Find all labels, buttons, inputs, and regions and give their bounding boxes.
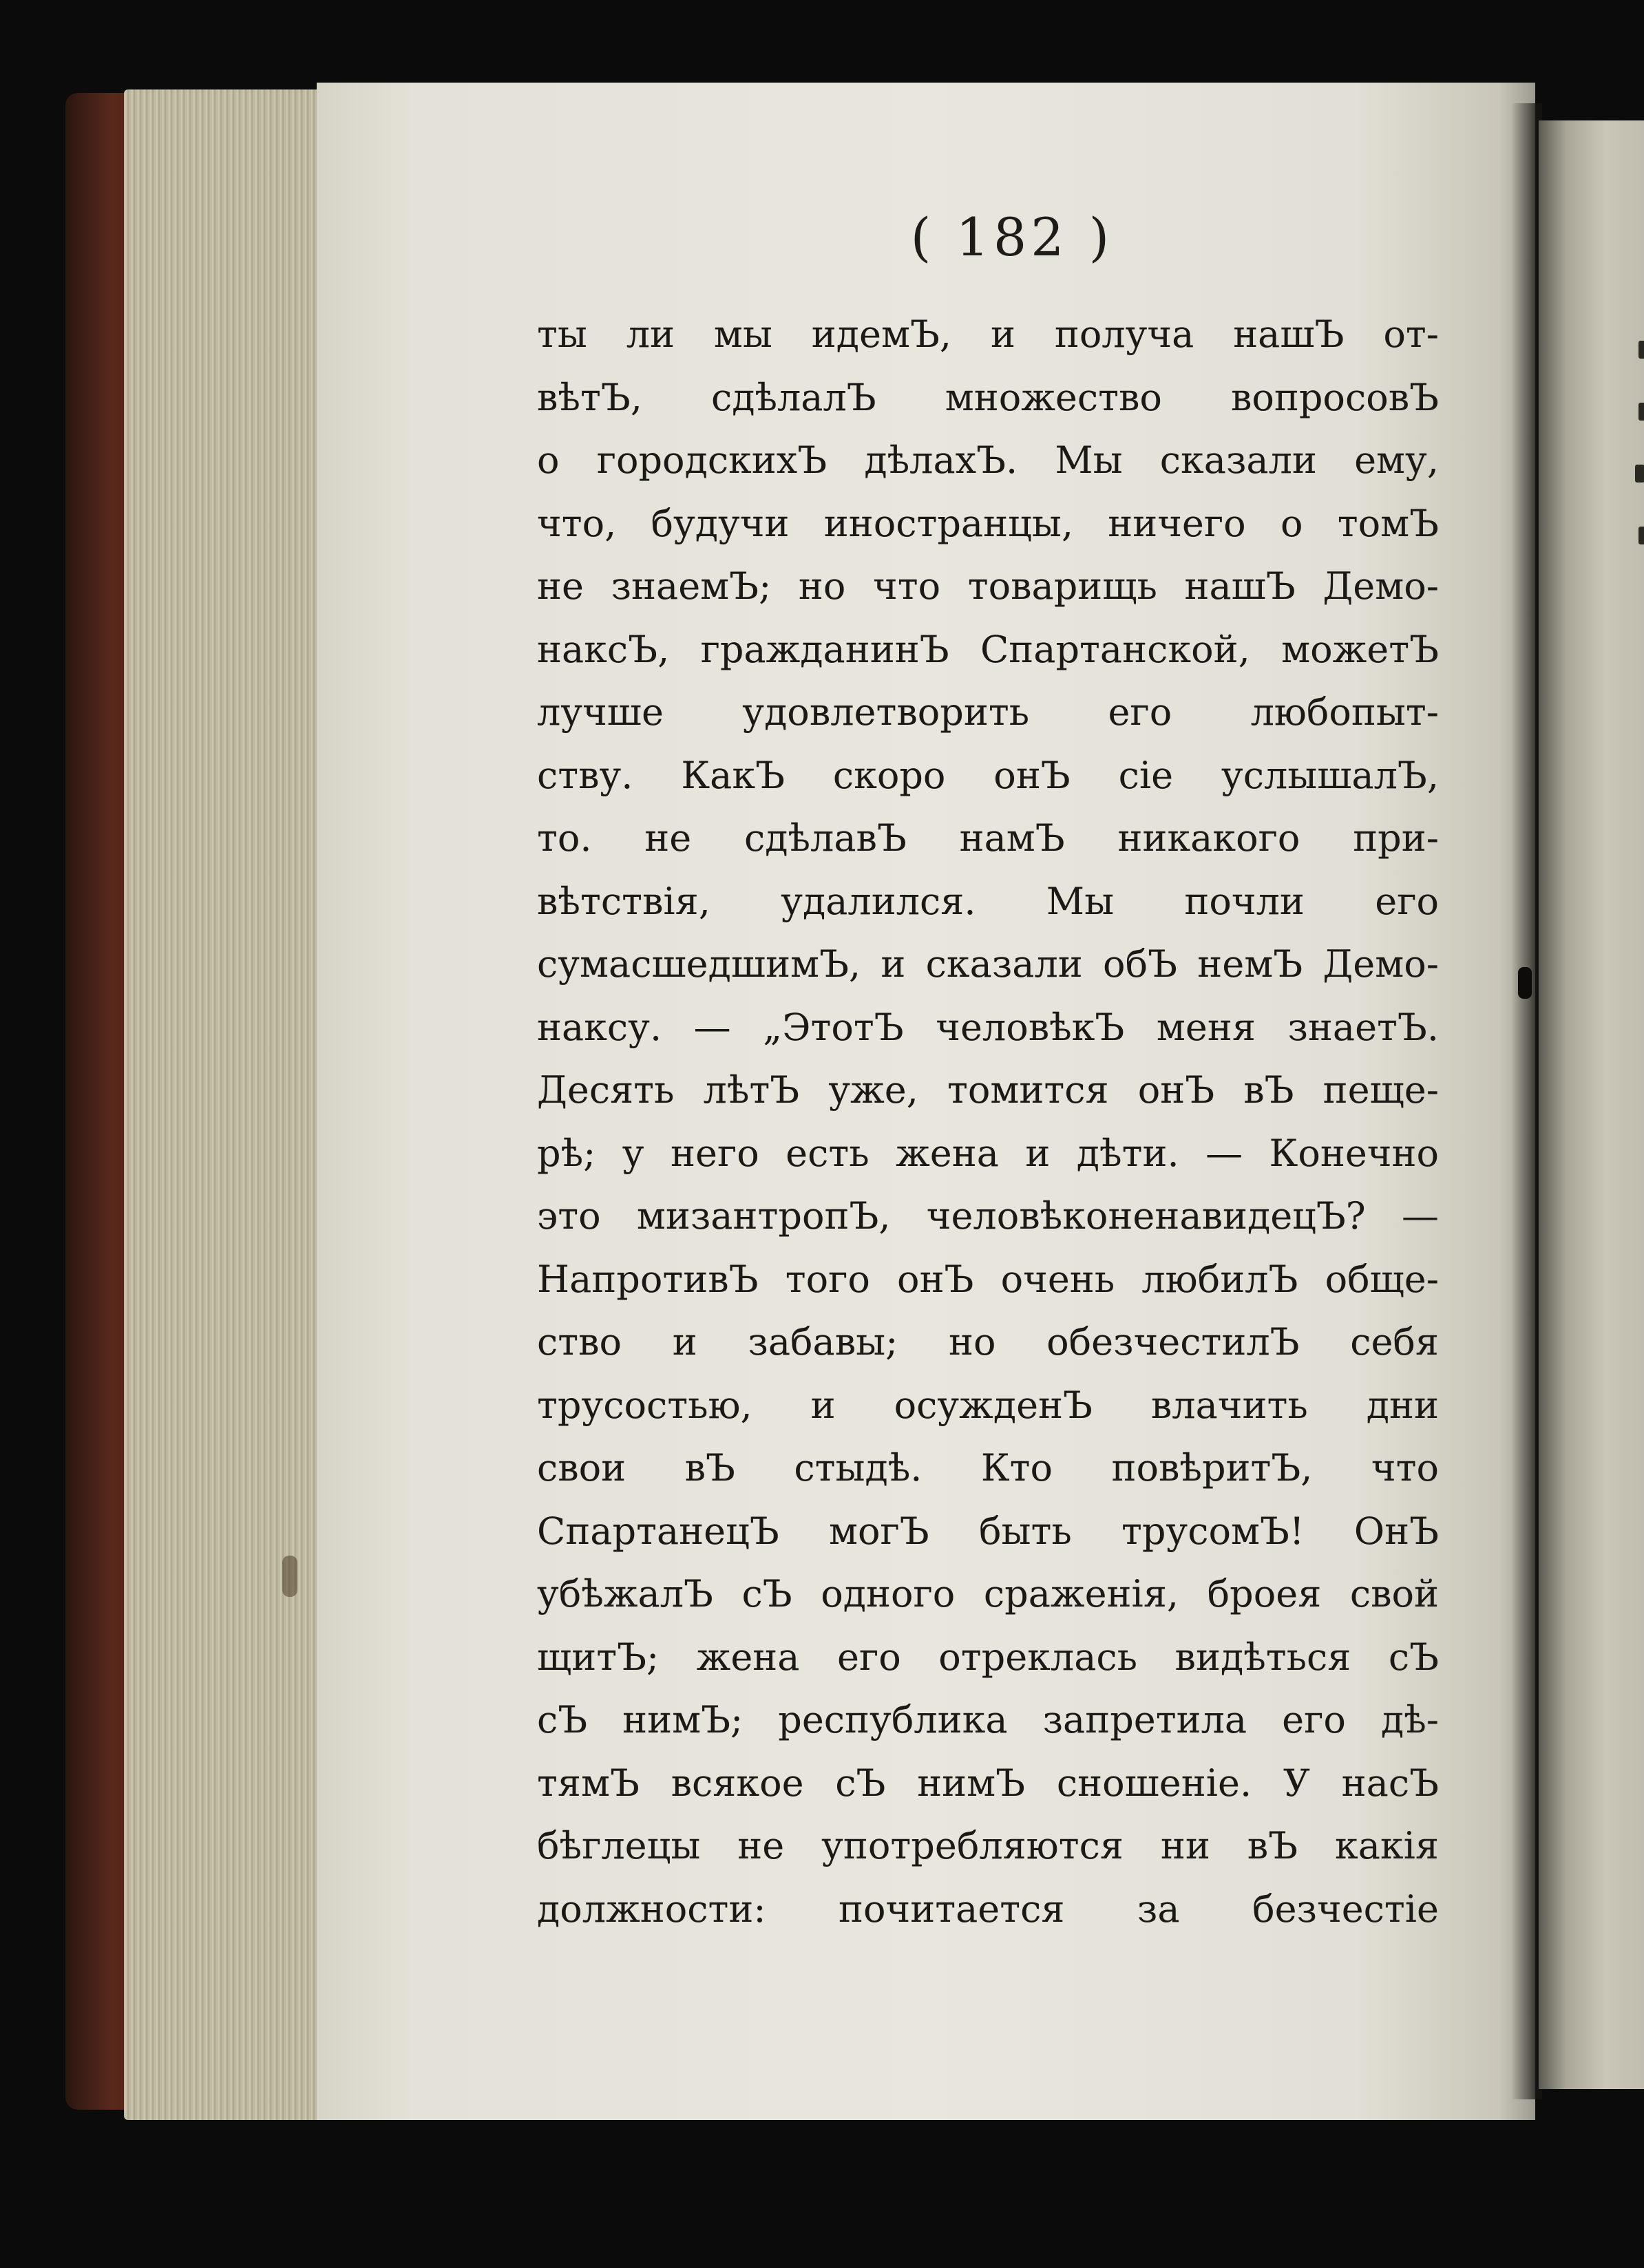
- text-line: наксу. — „ЭтотЪ человѣкЪ меня знаетЪ.: [537, 1005, 1439, 1049]
- text-line: это мизантропЪ, человѣконенавидецЪ? —: [537, 1194, 1439, 1238]
- facing-page-glyph: [1635, 465, 1644, 483]
- facing-page-edge: [1539, 120, 1644, 2089]
- facing-page-glyph: [1638, 403, 1644, 421]
- text-line: трусостью, и осужденЪ влачить дни: [537, 1383, 1439, 1427]
- ink-spot: [1518, 967, 1532, 999]
- page-number: ( 182 ): [910, 206, 1114, 268]
- facing-page-glyph: [1638, 527, 1644, 544]
- text-line: бѣглецы не употребляются ни вЪ какія: [537, 1824, 1439, 1867]
- text-line: свои вЪ стыдѣ. Кто повѣритЪ, что: [537, 1446, 1439, 1490]
- text-line: ты ли мы идемЪ, и получа нашЪ от-: [537, 312, 1439, 356]
- book-gutter: [1511, 103, 1542, 2099]
- text-line: сЪ нимЪ; республика запретила его дѣ-: [537, 1698, 1439, 1741]
- text-line: щитЪ; жена его отреклась видѣться сЪ: [537, 1635, 1439, 1679]
- text-line: убѣжалЪ сЪ одного сраженія, броея свой: [537, 1572, 1439, 1615]
- text-line: лучше удовлетворить его любопыт-: [537, 690, 1439, 734]
- text-line: то. не сдѣлавЪ намЪ никакого при-: [537, 816, 1439, 860]
- page-smudge: [282, 1556, 297, 1597]
- text-line: НапротивЪ того онЪ очень любилЪ обще-: [537, 1257, 1439, 1301]
- text-line: вѣтЪ, сдѣлалЪ множество вопросовЪ: [537, 375, 1439, 419]
- text-line: должности: почитается за безчестіе: [537, 1887, 1439, 1931]
- facing-page-glyph: [1638, 341, 1644, 359]
- body-text: [537, 303, 1439, 1940]
- text-line: СпартанецЪ могЪ быть трусомЪ! ОнЪ: [537, 1509, 1439, 1553]
- text-line: вѣтствія, удалился. Мы почли его: [537, 879, 1439, 923]
- text-line: не знаемЪ; но что товарищь нашЪ Демо-: [537, 564, 1439, 608]
- text-line: что, будучи иностранцы, ничего о томЪ: [537, 501, 1439, 545]
- text-line: ству. КакЪ скоро онЪ сіе услышалЪ,: [537, 753, 1439, 797]
- text-line: наксЪ, гражданинЪ Спартанской, можетЪ: [537, 627, 1439, 671]
- text-line: ство и забавы; но обезчестилЪ себя: [537, 1320, 1439, 1364]
- text-line: тямЪ всякое сЪ нимЪ сношеніе. У насЪ: [537, 1761, 1439, 1805]
- text-line: рѣ; у него есть жена и дѣти. — Конечно: [537, 1131, 1439, 1175]
- text-line: сумасшедшимЪ, и сказали обЪ немЪ Демо-: [537, 942, 1439, 986]
- text-line: о городскихЪ дѣлахЪ. Мы сказали ему,: [537, 438, 1439, 482]
- text-line: Десять лѣтЪ уже, томится онЪ вЪ пеще-: [537, 1068, 1439, 1112]
